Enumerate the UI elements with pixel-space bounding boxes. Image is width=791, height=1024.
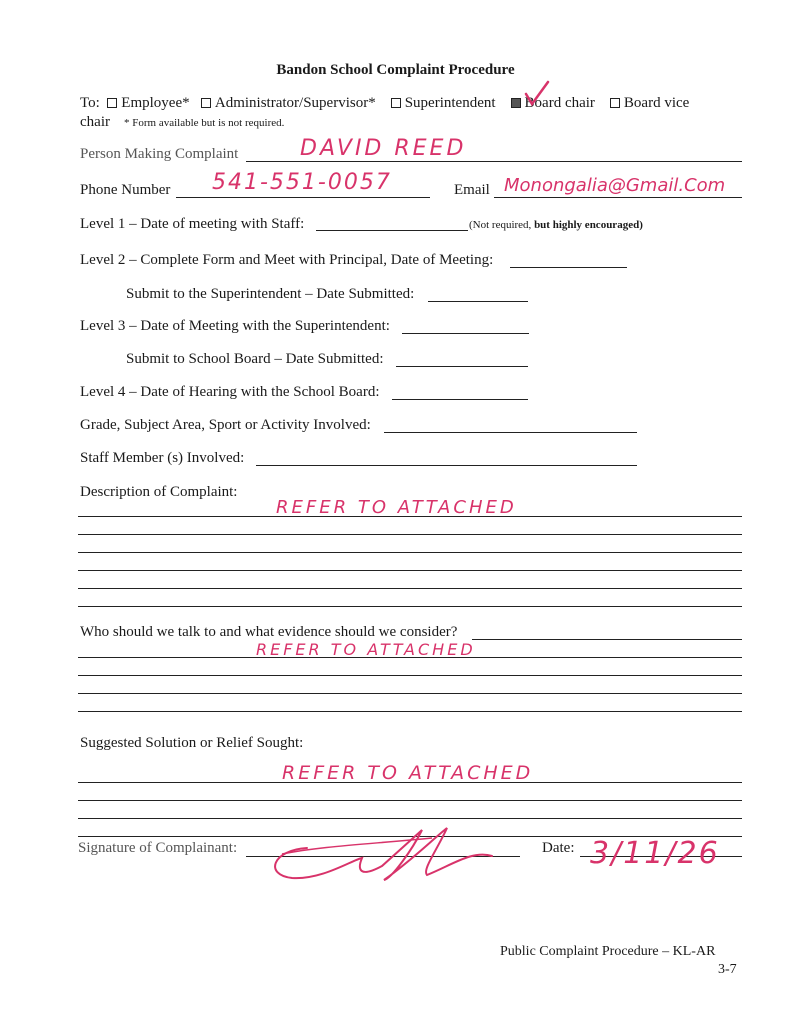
solution-value: REFER TO ATTACHED	[282, 762, 534, 784]
solution-line[interactable]	[78, 800, 742, 801]
option-administrator: Administrator/Supervisor*	[214, 95, 376, 111]
signature-scrawl	[262, 820, 502, 886]
level4-label: Level 4 – Date of Hearing with the School Board:	[80, 384, 380, 400]
email-field-line[interactable]	[494, 197, 742, 198]
signature-label: Signature of Complainant:	[78, 840, 238, 856]
form-title: Bandon School Complaint Procedure	[276, 62, 515, 78]
level4-field-line[interactable]	[392, 399, 528, 400]
level1-note	[469, 219, 643, 231]
checkbox-board-vice-chair[interactable]	[610, 98, 620, 108]
checkmark-icon	[522, 80, 552, 108]
phone-value: 541-551-0057	[212, 170, 392, 195]
submit-board-label: Submit to School Board – Date Submitted:	[126, 351, 384, 367]
level3-label: Level 3 – Date of Meeting with the Superintendent:	[80, 318, 390, 334]
person-field-line[interactable]	[246, 161, 742, 162]
date-label: Date:	[542, 840, 575, 856]
description-line[interactable]	[78, 570, 742, 571]
option-board-chair: Board chair	[524, 95, 595, 111]
description-line[interactable]	[78, 606, 742, 607]
description-value: REFER TO ATTACHED	[276, 497, 517, 518]
solution-label: Suggested Solution or Relief Sought:	[80, 735, 304, 751]
level1-field-line[interactable]	[316, 230, 468, 231]
option-wrap-text: chair	[80, 114, 110, 130]
who-line[interactable]	[78, 675, 742, 676]
description-line[interactable]	[78, 516, 742, 517]
submit-super-label: Submit to the Superintendent – Date Submitted:	[126, 286, 415, 302]
person-value: DAVID REED	[300, 136, 467, 161]
person-label: Person Making Complaint	[80, 146, 239, 162]
to-label: To:	[80, 95, 100, 111]
checkbox-employee[interactable]	[107, 98, 117, 108]
description-label: Description of Complaint:	[80, 484, 238, 500]
solution-line[interactable]	[78, 782, 742, 783]
description-line[interactable]	[78, 552, 742, 553]
grade-label: Grade, Subject Area, Sport or Activity Involved:	[80, 417, 371, 433]
level1-note-a: (Not required,	[469, 219, 535, 231]
checkbox-superintendent[interactable]	[391, 98, 401, 108]
email-label: Email	[454, 182, 490, 198]
who-field-line[interactable]	[472, 639, 742, 640]
checkbox-board-chair[interactable]	[511, 98, 521, 108]
staff-label: Staff Member (s) Involved:	[80, 450, 245, 466]
email-value: Monongalia@Gmail.Com	[504, 175, 726, 196]
option-employee: Employee*	[121, 95, 190, 111]
footer-page: 3-7	[718, 962, 737, 977]
who-line[interactable]	[78, 693, 742, 694]
submit-super-field-line[interactable]	[428, 301, 528, 302]
who-line[interactable]	[78, 657, 742, 658]
level1-note-b: but highly encouraged)	[534, 219, 643, 231]
who-line[interactable]	[78, 711, 742, 712]
level1-label: Level 1 – Date of meeting with Staff:	[80, 216, 305, 232]
date-value: 3/11/26	[590, 836, 720, 871]
submit-board-field-line[interactable]	[396, 366, 528, 367]
footnote: * Form available but is not required.	[124, 117, 285, 129]
level3-field-line[interactable]	[402, 333, 529, 334]
who-value: REFER TO ATTACHED	[256, 640, 476, 659]
solution-line[interactable]	[78, 818, 742, 819]
who-label: Who should we talk to and what evidence should we consider?	[80, 624, 458, 640]
footer-title: Public Complaint Procedure – KL-AR	[500, 944, 716, 959]
level2-field-line[interactable]	[510, 267, 627, 268]
description-line[interactable]	[78, 534, 742, 535]
grade-field-line[interactable]	[384, 432, 637, 433]
description-line[interactable]	[78, 588, 742, 589]
phone-label: Phone Number	[80, 182, 171, 198]
option-superintendent: Superintendent	[404, 95, 496, 111]
recipient-row	[80, 95, 689, 112]
option-board-vice: Board vice	[623, 95, 690, 111]
staff-field-line[interactable]	[256, 465, 637, 466]
level2-label: Level 2 – Complete Form and Meet with Principal, Date of Meeting:	[80, 252, 494, 268]
checkbox-administrator[interactable]	[201, 98, 211, 108]
phone-field-line[interactable]	[176, 197, 430, 198]
